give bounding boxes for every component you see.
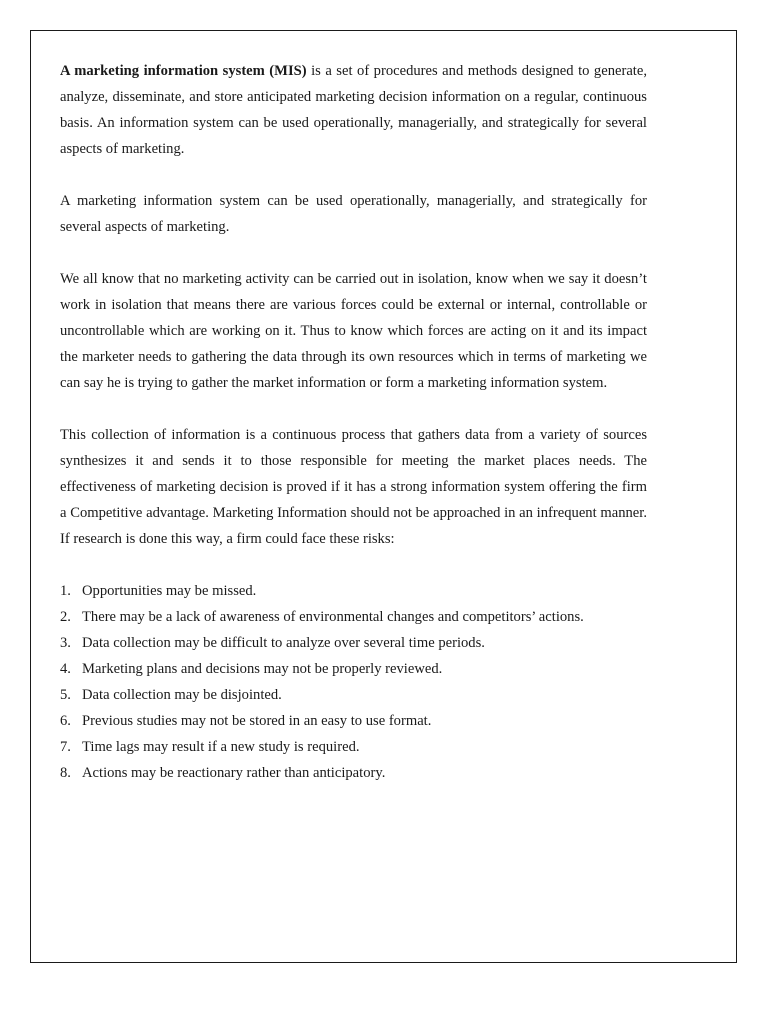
risks-list — [60, 578, 647, 786]
list-number: 1. — [60, 583, 71, 599]
list-number: 3. — [60, 635, 71, 651]
paragraph-mis-definition — [60, 58, 647, 162]
paragraph-usage — [60, 188, 647, 240]
list-number: 7. — [60, 739, 71, 755]
list-item-text: Time lags may result if a new study is required. — [82, 739, 360, 755]
list-item-text: Previous studies may not be stored in an easy to use format. — [82, 713, 432, 729]
list-item — [60, 760, 647, 786]
list-item-text: Data collection may be disjointed. — [82, 687, 282, 703]
bold-term: A marketing information system (MIS) — [60, 63, 307, 79]
list-item-text: Marketing plans and decisions may not be properly reviewed. — [82, 661, 443, 677]
document-body — [60, 58, 647, 786]
list-item — [60, 604, 647, 630]
list-item — [60, 656, 647, 682]
list-number: 4. — [60, 661, 71, 677]
paragraph-text: We all know that no marketing activity can be carried out in isolation, know when we say it doesn’t work in isolation that means there are various forces could be external or internal, controllable or uncontrollable which are working on it. Thus to know which forces are acting on it and its impact the marketer needs to gathering the data through its own resources which in terms of marketing we can say he is trying to gather the market information or form a marketing information system. — [60, 271, 647, 391]
list-item — [60, 630, 647, 656]
paragraph-text: A marketing information system can be used operationally, managerially, and strategically for several aspects of marketing. — [60, 193, 647, 235]
list-number: 5. — [60, 687, 71, 703]
list-item-text: Opportunities may be missed. — [82, 583, 257, 599]
list-item — [60, 734, 647, 760]
list-number: 6. — [60, 713, 71, 729]
paragraph-text: This collection of information is a continuous process that gathers data from a variety of sources synthesizes it and sends it to those responsible for meeting the market places needs. The effectiveness of marketing decision is proved if it has a strong information system offering the firm a Competitive advantage. Marketing Information should not be approached in an infrequent manner. If research is done this way, a firm could face these risks: — [60, 427, 647, 547]
list-item — [60, 708, 647, 734]
paragraph-text: is a set of procedures and methods designed to generate, analyze, disseminate, and store anticipated marketing decision information on a regular, continuous basis. An information system can be used operationally, managerially, and strategically for several aspects of marketing. — [60, 63, 647, 157]
list-item-text: There may be a lack of awareness of environmental changes and competitors’ actions. — [82, 609, 584, 625]
list-item-text: Actions may be reactionary rather than anticipatory. — [82, 765, 386, 781]
list-number: 8. — [60, 765, 71, 781]
list-item — [60, 578, 647, 604]
list-item-text: Data collection may be difficult to analyze over several time periods. — [82, 635, 485, 651]
list-item — [60, 682, 647, 708]
paragraph-collection — [60, 422, 647, 552]
paragraph-isolation — [60, 266, 647, 396]
list-number: 2. — [60, 609, 71, 625]
